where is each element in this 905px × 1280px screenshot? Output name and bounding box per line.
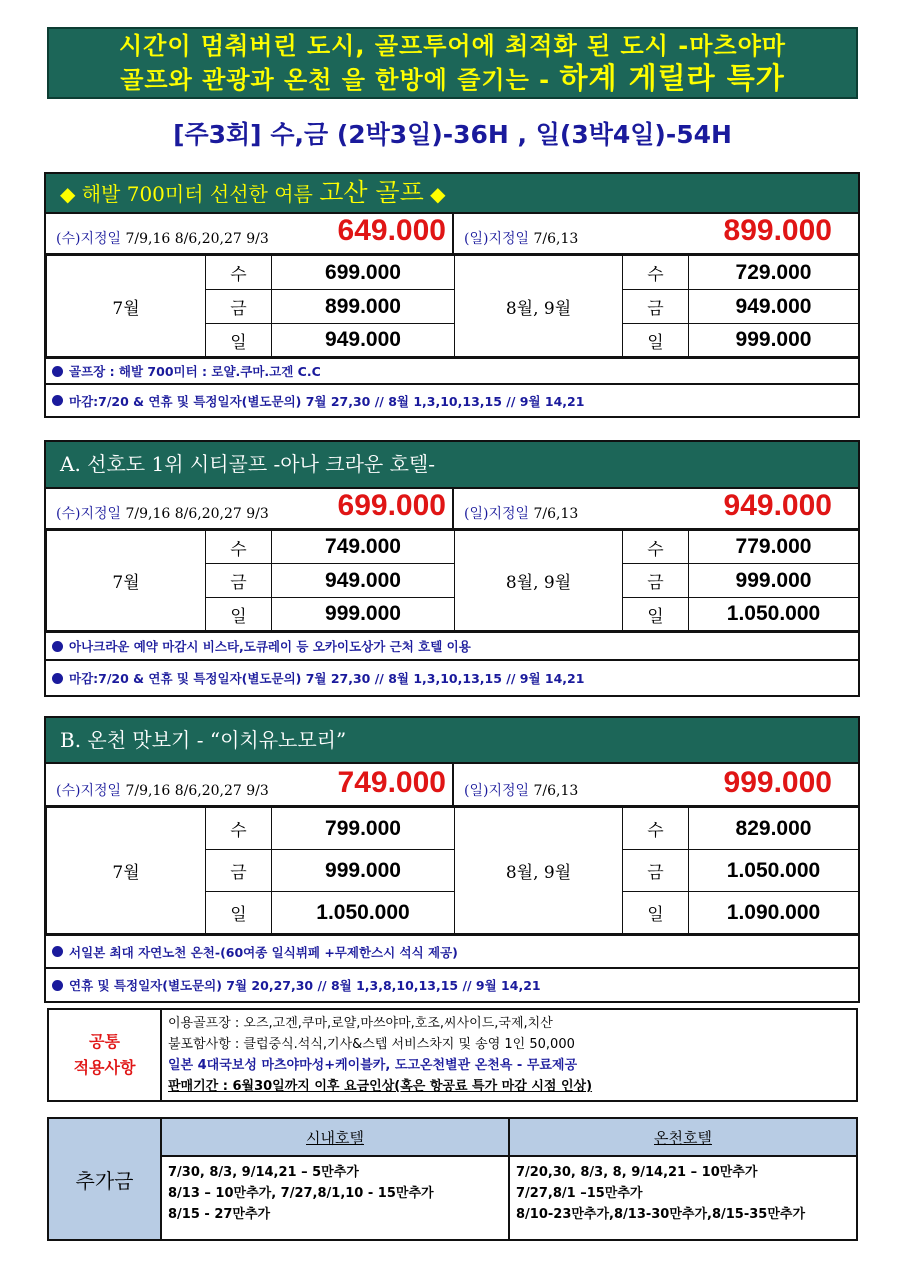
price-cell: 699.000 — [272, 256, 455, 290]
city-hotel-header-text: 시내호텔 — [306, 1129, 364, 1147]
sunday-price: 949.000 — [723, 489, 832, 522]
day-fri: 금 — [623, 290, 689, 324]
wednesday-label — [56, 228, 269, 248]
wed-label-text: (수)지정일 — [56, 506, 126, 522]
highlight-row — [46, 764, 858, 807]
highlight-row — [46, 214, 858, 255]
month-label-aug-sep: 8월, 9월 — [455, 808, 623, 934]
month-label-july: 7월 — [47, 808, 206, 934]
common-terms-list — [162, 1010, 592, 1100]
day-wed: 수 — [623, 531, 689, 564]
day-wed: 수 — [206, 531, 272, 564]
extra-charges-table — [47, 1117, 858, 1241]
month-label-july: 7월 — [47, 531, 206, 631]
bullet-icon — [52, 946, 63, 957]
surcharge-line: 8/13 – 10만추가, 7/27,8/1,10 - 15만추가 — [168, 1186, 434, 1201]
note-text: 마감:7/20 & 연휴 및 특정일자(별도문의) 7월 27,30 // 8월 1,3,10,13,15 // 9월 14,21 — [69, 671, 585, 686]
price-cell: 999.000 — [689, 564, 859, 598]
note-line — [46, 631, 858, 659]
highlight-row — [46, 489, 858, 530]
wednesday-label — [56, 780, 269, 800]
sunday-highlight — [454, 764, 858, 805]
day-wed: 수 — [623, 256, 689, 290]
price-cell: 999.000 — [272, 598, 455, 631]
day-sun: 일 — [206, 598, 272, 631]
surcharge-line: 7/27,8/1 –15만추가 — [516, 1186, 643, 1201]
price-cell: 1.090.000 — [689, 892, 859, 934]
sunday-label — [464, 228, 578, 248]
price-cell: 899.000 — [272, 290, 455, 324]
package-title-text — [60, 178, 446, 207]
note-text: 마감:7/20 & 연휴 및 특정일자(별도문의) 7월 27,30 // 8월 1,3,10,13,15 // 9월 14,21 — [69, 393, 585, 409]
onsen-hotel-column — [510, 1119, 856, 1239]
price-cell: 949.000 — [689, 290, 859, 324]
wed-dates: 7/9,16 8/6,20,27 9/3 — [125, 506, 269, 522]
terms-line: 불포함사항 : 클럽중식.석식,기사&스텝 서비스차지 및 송영 1인 50,000 — [168, 1037, 575, 1052]
onsen-hotel-header — [510, 1119, 856, 1157]
day-fri: 금 — [623, 850, 689, 892]
price-cell: 829.000 — [689, 808, 859, 850]
sun-dates: 7/6,13 — [533, 783, 579, 799]
surcharge-line: 8/15 - 27만추가 — [168, 1207, 271, 1222]
city-hotel-header — [162, 1119, 508, 1157]
price-grid — [46, 807, 859, 934]
day-sun: 일 — [623, 892, 689, 934]
sun-label-text: (일)지정일 — [464, 231, 534, 247]
note-line — [46, 659, 858, 695]
price-cell: 949.000 — [272, 324, 455, 357]
note-line — [46, 967, 858, 1001]
sunday-label — [464, 780, 578, 800]
surcharge-line: 7/20,30, 8/3, 8, 9/14,21 – 10만추가 — [516, 1165, 758, 1180]
bullet-icon — [52, 641, 63, 652]
day-sun: 일 — [206, 892, 272, 934]
schedule-headline: [주3회] 수,금 (2박3일)-36H , 일(3박4일)-54H — [173, 120, 732, 149]
common-terms-box — [47, 1008, 858, 1102]
banner-line-2 — [49, 63, 856, 95]
title-emphasis: 고산 골프 — [319, 178, 424, 207]
package-title — [46, 174, 858, 214]
note-text: 아나크라운 예약 마감시 비스타,도큐레이 등 오카이도상가 근처 호텔 이용 — [69, 639, 471, 654]
city-hotel-column — [162, 1119, 510, 1239]
terms-line: 일본 4대국보성 마츠야마성+케이블카, 도고온천별관 온천욕 - 무료제공 — [168, 1058, 578, 1073]
package-title: A. 선호도 1위 시티골프 -아나 크라운 호텔- — [46, 442, 858, 489]
price-grid — [46, 530, 859, 631]
common-terms-label — [49, 1010, 162, 1100]
wednesday-price: 649.000 — [337, 214, 446, 247]
note-text: 연휴 및 특정일자(별도문의) 7월 20,27,30 // 8월 1,3,8,10,13,15 // 9월 14,21 — [69, 978, 541, 993]
terms-line: 이용골프장 : 오즈,고겐,쿠마,로얄,마쓰야마,호조,씨사이드,국제,치산 — [168, 1016, 553, 1031]
extra-charges-label: 추가금 — [49, 1119, 162, 1239]
day-fri: 금 — [623, 564, 689, 598]
day-wed: 수 — [206, 808, 272, 850]
wednesday-label — [56, 503, 269, 523]
wed-dates: 7/9,16 8/6,20,27 9/3 — [125, 231, 269, 247]
onsen-hotel-body — [510, 1157, 856, 1225]
day-fri: 금 — [206, 290, 272, 324]
package-a-city-golf — [44, 440, 860, 697]
package-b-onsen — [44, 716, 860, 1003]
wed-dates: 7/9,16 8/6,20,27 9/3 — [125, 783, 269, 799]
day-sun: 일 — [623, 598, 689, 631]
bullet-icon — [52, 395, 63, 406]
day-fri: 금 — [206, 850, 272, 892]
price-cell: 949.000 — [272, 564, 455, 598]
note-text: 골프장 : 해발 700미터 : 로얄.쿠마.고겐 C.C — [69, 364, 321, 379]
month-label-aug-sep: 8월, 9월 — [455, 256, 623, 357]
title-prefix: ◆ 해발 700미터 선선한 여름 — [60, 182, 320, 206]
price-cell: 1.050.000 — [272, 892, 455, 934]
common-label-line-2: 적용사항 — [73, 1058, 136, 1077]
wednesday-highlight — [46, 489, 454, 528]
wed-label-text: (수)지정일 — [56, 783, 126, 799]
wednesday-highlight — [46, 764, 454, 805]
price-grid — [46, 255, 859, 357]
sunday-price: 899.000 — [723, 214, 832, 247]
price-cell: 1.050.000 — [689, 598, 859, 631]
city-hotel-body — [162, 1157, 508, 1225]
price-cell: 729.000 — [689, 256, 859, 290]
surcharge-line: 8/10-23만추가,8/13-30만추가,8/15-35만추가 — [516, 1207, 806, 1222]
price-cell: 1.050.000 — [689, 850, 859, 892]
day-sun: 일 — [206, 324, 272, 357]
sunday-highlight — [454, 489, 858, 528]
price-cell: 749.000 — [272, 531, 455, 564]
common-label-line-1: 공통 — [89, 1032, 120, 1051]
month-label-july: 7월 — [47, 256, 206, 357]
bullet-icon — [52, 980, 63, 991]
bullet-icon — [52, 366, 63, 377]
title-suffix: ◆ — [423, 182, 446, 206]
sun-label-text: (일)지정일 — [464, 506, 534, 522]
bullet-icon — [52, 673, 63, 684]
surcharge-line: 7/30, 8/3, 9/14,21 – 5만추가 — [168, 1165, 359, 1180]
onsen-hotel-header-text: 온천호텔 — [654, 1129, 712, 1147]
price-cell: 999.000 — [272, 850, 455, 892]
banner-line-1: 시간이 멈춰버린 도시, 골프투어에 최적화 된 도시 -마츠야마 — [119, 32, 786, 60]
note-line — [46, 357, 858, 383]
day-wed: 수 — [206, 256, 272, 290]
wed-label-text: (수)지정일 — [56, 231, 126, 247]
price-cell: 779.000 — [689, 531, 859, 564]
month-label-aug-sep: 8월, 9월 — [455, 531, 623, 631]
note-text: 서일본 최대 자연노천 온천-(60여종 일식뷔페 +무제한스시 석식 제공) — [69, 944, 458, 960]
note-line — [46, 383, 858, 416]
sun-dates: 7/6,13 — [533, 506, 579, 522]
note-line — [46, 934, 858, 967]
banner-line-2-prefix: 골프와 관광과 온천 을 한방에 즐기는 - — [120, 66, 560, 94]
wednesday-highlight — [46, 214, 454, 253]
day-fri: 금 — [206, 564, 272, 598]
day-wed: 수 — [623, 808, 689, 850]
sunday-price: 999.000 — [723, 766, 832, 799]
wednesday-price: 749.000 — [337, 766, 446, 799]
day-sun: 일 — [623, 324, 689, 357]
price-cell: 999.000 — [689, 324, 859, 357]
package-highland-golf — [44, 172, 860, 418]
wednesday-price: 699.000 — [337, 489, 446, 522]
sun-dates: 7/6,13 — [533, 231, 579, 247]
sunday-highlight — [454, 214, 858, 253]
banner-emphasis: 하계 게릴라 특가 — [559, 61, 785, 95]
package-title: B. 온천 맛보기 - “이치유노모리” — [46, 718, 858, 764]
sun-label-text: (일)지정일 — [464, 783, 534, 799]
promo-banner — [47, 27, 858, 99]
terms-line: 판매기간 : 6월30일까지 이후 요금인상(혹은 항공료 특가 마감 시점 인상) — [168, 1079, 593, 1094]
price-cell: 799.000 — [272, 808, 455, 850]
sunday-label — [464, 503, 578, 523]
